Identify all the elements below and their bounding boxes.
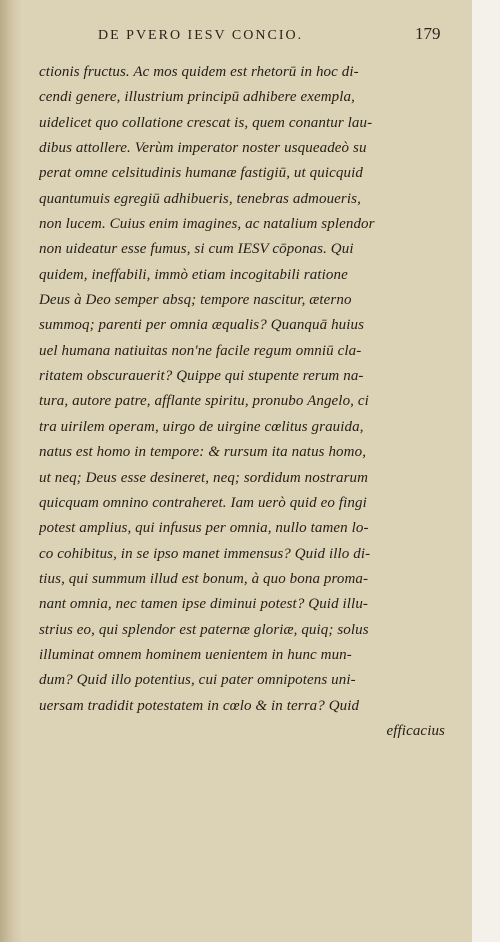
text-line: illuminat omnem hominem uenientem in hunc mun- — [39, 646, 352, 663]
text-line: tra uirilem operam, uirgo de uirgine cœlitus grauida, — [39, 418, 364, 435]
text-line: ritatem obscurauerit? Quippe qui stupente rerum na- — [39, 368, 364, 385]
catchword: efficacius — [386, 722, 445, 739]
text-line: ctionis fructus. Ac mos quidem est rhetorū in hoc di- — [39, 64, 359, 80]
text-line: uersam tradidit potestatem in cœlo & in terra? Quid — [39, 697, 360, 714]
text-line: Deus à Deo semper absq; tempore nascitur, æterno — [39, 292, 352, 309]
text-line: perat omne celsitudinis humanæ fastigiū, ut quicquid — [39, 165, 363, 182]
text-line: summoq; parenti per omnia æqualis? Quanquā huius — [39, 317, 365, 334]
body-text — [39, 60, 449, 744]
text-line: strius eo, qui splendor est paternæ gloriæ, quiq; solus — [39, 621, 369, 638]
text-line: natus est homo in tempore: & rursum ita natus homo, — [39, 444, 367, 461]
running-head: DE PVERO IESV CONCIO. — [98, 28, 304, 43]
text-line: uel humana natiuitas non'ne facile regum omniū cla- — [39, 342, 362, 359]
text-line: quicquam omnino contraheret. Iam uerò quid eo fingi — [39, 494, 367, 511]
text-line: ut neq; Deus esse desineret, neq; sordidum nostrarum — [39, 469, 369, 486]
text-line: quidem, ineffabili, immò etiam incogitabili ratione — [39, 266, 348, 283]
text-line: tius, qui summum illud est bonum, à quo bona proma- — [39, 570, 369, 587]
text-line: tura, autore patre, afflante spiritu, pronubo Angelo, ci — [39, 393, 369, 410]
text-line: dibus attollere. Verùm imperator noster usqueadeò su — [39, 140, 367, 157]
text-line: cendi genere, illustrium principū adhibere exempla, — [39, 89, 355, 106]
text-line: non lucem. Cuius enim imagines, ac natalium splendor — [39, 216, 375, 233]
text-line: quantumuis egregiū adhibueris, tenebras admoueris, — [39, 190, 361, 207]
text-line: uidelicet quo collatione crescat is, quem conantur lau- — [39, 114, 373, 131]
page-number: 179 — [415, 24, 441, 43]
text-line: dum? Quid illo potentius, cui pater omnipotens uni- — [39, 672, 356, 689]
text-line: potest amplius, qui infusus per omnia, nullo tamen lo- — [39, 520, 369, 537]
text-line: nant omnia, nec tamen ipse diminui potest? Quid illu- — [39, 596, 369, 613]
text-line: co cohibitus, in se ipso manet immensus? Quid illo di- — [39, 545, 371, 562]
text-line: non uideatur esse fumus, si cum IESV cōponas. Qui — [39, 241, 354, 258]
